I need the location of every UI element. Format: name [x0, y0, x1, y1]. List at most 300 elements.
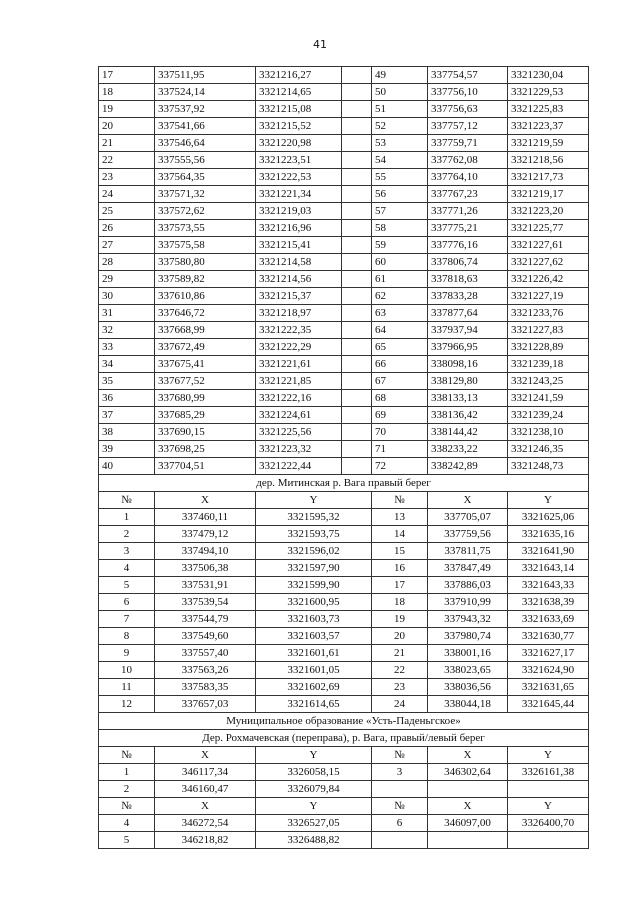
y-coordinate: 3321635,16 [508, 526, 589, 543]
x-coordinate: 337771,26 [428, 203, 508, 220]
y-coordinate: 3321227,19 [508, 288, 589, 305]
x-coordinate: 337555,56 [155, 152, 256, 169]
y-coordinate: 3321645,44 [508, 696, 589, 713]
table-row [99, 492, 589, 509]
point-number: 51 [372, 101, 428, 118]
point-number: 20 [372, 628, 428, 645]
point-number: 38 [99, 424, 155, 441]
point-number: 20 [99, 118, 155, 135]
point-number: 57 [372, 203, 428, 220]
point-number: 50 [372, 84, 428, 101]
x-coordinate [428, 832, 508, 849]
point-number: 58 [372, 220, 428, 237]
y-coordinate: 3321227,61 [508, 237, 589, 254]
y-coordinate: 3321222,53 [256, 169, 342, 186]
x-coordinate: 337685,29 [155, 407, 256, 424]
y-coordinate: 3321215,37 [256, 288, 342, 305]
table-row [99, 832, 589, 849]
y-coordinate: 3321223,51 [256, 152, 342, 169]
table-row [99, 305, 589, 322]
x-coordinate: 337583,35 [155, 679, 256, 696]
point-number: 4 [99, 560, 155, 577]
point-number: 63 [372, 305, 428, 322]
x-coordinate: 337589,82 [155, 271, 256, 288]
table-row [99, 696, 589, 713]
table-row [99, 373, 589, 390]
y-coordinate: 3321223,32 [256, 441, 342, 458]
table-row [99, 509, 589, 526]
x-coordinate: 337811,75 [428, 543, 508, 560]
point-number: 15 [372, 543, 428, 560]
x-coordinate: 337668,99 [155, 322, 256, 339]
y-coordinate: 3321219,03 [256, 203, 342, 220]
y-coordinate: 3321233,76 [508, 305, 589, 322]
y-coordinate: 3326527,05 [256, 815, 372, 832]
point-number: 24 [99, 186, 155, 203]
table-row [99, 441, 589, 458]
point-number: 4 [99, 815, 155, 832]
section-title-rokhmachevskaya: Дер. Рохмачевская (переправа), р. Вага, правый/левый берег [99, 730, 589, 747]
empty-cell [342, 186, 372, 203]
table-row [99, 424, 589, 441]
point-number: 28 [99, 254, 155, 271]
y-coordinate: 3321595,32 [256, 509, 372, 526]
y-coordinate: 3321625,06 [508, 509, 589, 526]
point-number [372, 781, 428, 798]
header-x: X [155, 747, 256, 764]
point-number: 52 [372, 118, 428, 135]
x-coordinate: 337966,95 [428, 339, 508, 356]
point-number: 71 [372, 441, 428, 458]
table-row [99, 815, 589, 832]
point-number: 17 [99, 67, 155, 84]
point-number: 11 [99, 679, 155, 696]
table-row [99, 560, 589, 577]
point-number: 6 [372, 815, 428, 832]
header-number: № [99, 492, 155, 509]
x-coordinate: 337494,10 [155, 543, 256, 560]
empty-cell [342, 458, 372, 475]
point-number: 62 [372, 288, 428, 305]
coordinates-table [98, 66, 589, 849]
y-coordinate: 3321222,44 [256, 458, 342, 475]
y-coordinate: 3321248,73 [508, 458, 589, 475]
x-coordinate: 338023,65 [428, 662, 508, 679]
point-number: 31 [99, 305, 155, 322]
header-number: № [99, 798, 155, 815]
point-number: 35 [99, 373, 155, 390]
x-coordinate [428, 781, 508, 798]
table-row [99, 679, 589, 696]
x-coordinate: 337759,71 [428, 135, 508, 152]
y-coordinate: 3321223,20 [508, 203, 589, 220]
x-coordinate: 337564,35 [155, 169, 256, 186]
point-number: 39 [99, 441, 155, 458]
x-coordinate: 337549,60 [155, 628, 256, 645]
x-coordinate: 337537,92 [155, 101, 256, 118]
point-number: 1 [99, 509, 155, 526]
table-row [99, 101, 589, 118]
x-coordinate: 337680,99 [155, 390, 256, 407]
part1-body [99, 67, 589, 475]
y-coordinate: 3321230,04 [508, 67, 589, 84]
x-coordinate: 338144,42 [428, 424, 508, 441]
x-coordinate: 337575,58 [155, 237, 256, 254]
header-x: X [428, 798, 508, 815]
table-row [99, 458, 589, 475]
point-number: 32 [99, 322, 155, 339]
point-number: 27 [99, 237, 155, 254]
y-coordinate: 3326400,70 [508, 815, 589, 832]
point-number: 18 [99, 84, 155, 101]
x-coordinate: 337610,86 [155, 288, 256, 305]
empty-cell [342, 390, 372, 407]
y-coordinate: 3321593,75 [256, 526, 372, 543]
x-coordinate: 337544,79 [155, 611, 256, 628]
point-number: 24 [372, 696, 428, 713]
point-number: 34 [99, 356, 155, 373]
point-number: 30 [99, 288, 155, 305]
empty-cell [342, 84, 372, 101]
y-coordinate: 3321238,10 [508, 424, 589, 441]
table-row [99, 577, 589, 594]
point-number: 21 [99, 135, 155, 152]
table-row [99, 271, 589, 288]
point-number: 53 [372, 135, 428, 152]
y-coordinate: 3321229,53 [508, 84, 589, 101]
table-row [99, 203, 589, 220]
y-coordinate: 3321643,33 [508, 577, 589, 594]
point-number: 22 [372, 662, 428, 679]
empty-cell [342, 220, 372, 237]
y-coordinate: 3321601,05 [256, 662, 372, 679]
point-number: 49 [372, 67, 428, 84]
y-coordinate: 3321221,34 [256, 186, 342, 203]
y-coordinate: 3321215,52 [256, 118, 342, 135]
table-row [99, 747, 589, 764]
x-coordinate: 346218,82 [155, 832, 256, 849]
empty-cell [342, 67, 372, 84]
point-number: 68 [372, 390, 428, 407]
header-number: № [372, 492, 428, 509]
x-coordinate: 337460,11 [155, 509, 256, 526]
point-number: 18 [372, 594, 428, 611]
x-coordinate: 337818,63 [428, 271, 508, 288]
y-coordinate: 3321216,96 [256, 220, 342, 237]
y-coordinate: 3321221,61 [256, 356, 342, 373]
x-coordinate: 337754,57 [428, 67, 508, 84]
y-coordinate: 3321600,95 [256, 594, 372, 611]
point-number: 66 [372, 356, 428, 373]
x-coordinate: 337675,41 [155, 356, 256, 373]
y-coordinate: 3321239,24 [508, 407, 589, 424]
rokhmachevskaya-body [99, 747, 589, 849]
empty-cell [342, 169, 372, 186]
point-number: 2 [99, 781, 155, 798]
y-coordinate: 3321219,59 [508, 135, 589, 152]
table-row [99, 356, 589, 373]
y-coordinate: 3321227,62 [508, 254, 589, 271]
table-row [99, 152, 589, 169]
y-coordinate: 3321643,14 [508, 560, 589, 577]
x-coordinate: 338036,56 [428, 679, 508, 696]
x-coordinate: 337756,63 [428, 101, 508, 118]
empty-cell [342, 135, 372, 152]
point-number: 10 [99, 662, 155, 679]
y-coordinate: 3321216,27 [256, 67, 342, 84]
header-y: Y [508, 747, 589, 764]
point-number: 59 [372, 237, 428, 254]
table-row [99, 662, 589, 679]
x-coordinate: 337580,80 [155, 254, 256, 271]
municipality-title: Муниципальное образование «Усть-Паденьгское» [99, 713, 589, 730]
y-coordinate: 3326488,82 [256, 832, 372, 849]
y-coordinate [508, 781, 589, 798]
point-number: 69 [372, 407, 428, 424]
table-row [99, 594, 589, 611]
y-coordinate: 3321220,98 [256, 135, 342, 152]
point-number: 29 [99, 271, 155, 288]
table-row [99, 322, 589, 339]
x-coordinate: 337759,56 [428, 526, 508, 543]
empty-cell [342, 356, 372, 373]
x-coordinate: 337704,51 [155, 458, 256, 475]
y-coordinate: 3321241,59 [508, 390, 589, 407]
mitinskaya-body [99, 492, 589, 713]
x-coordinate: 337563,26 [155, 662, 256, 679]
table-row [99, 645, 589, 662]
point-number: 26 [99, 220, 155, 237]
point-number: 16 [372, 560, 428, 577]
x-coordinate: 346097,00 [428, 815, 508, 832]
x-coordinate: 338136,42 [428, 407, 508, 424]
x-coordinate: 337690,15 [155, 424, 256, 441]
x-coordinate: 346117,34 [155, 764, 256, 781]
point-number: 19 [99, 101, 155, 118]
x-coordinate: 337677,52 [155, 373, 256, 390]
x-coordinate: 337833,28 [428, 288, 508, 305]
x-coordinate: 337757,12 [428, 118, 508, 135]
table-row [99, 611, 589, 628]
empty-cell [342, 203, 372, 220]
x-coordinate: 346272,54 [155, 815, 256, 832]
y-coordinate: 3321226,42 [508, 271, 589, 288]
table-row [99, 764, 589, 781]
x-coordinate: 338098,16 [428, 356, 508, 373]
point-number: 55 [372, 169, 428, 186]
y-coordinate: 3321214,56 [256, 271, 342, 288]
table-row [99, 526, 589, 543]
x-coordinate: 337557,40 [155, 645, 256, 662]
point-number: 72 [372, 458, 428, 475]
table-row [99, 390, 589, 407]
table-row [99, 543, 589, 560]
y-coordinate: 3321222,16 [256, 390, 342, 407]
empty-cell [342, 322, 372, 339]
header-y: Y [256, 492, 372, 509]
municipality-section [99, 713, 589, 747]
y-coordinate: 3321596,02 [256, 543, 372, 560]
y-coordinate: 3321603,57 [256, 628, 372, 645]
x-coordinate: 338044,18 [428, 696, 508, 713]
x-coordinate: 346160,47 [155, 781, 256, 798]
x-coordinate: 337541,66 [155, 118, 256, 135]
x-coordinate: 338233,22 [428, 441, 508, 458]
y-coordinate: 3326079,84 [256, 781, 372, 798]
header-x: X [155, 492, 256, 509]
x-coordinate: 337775,21 [428, 220, 508, 237]
empty-cell [342, 254, 372, 271]
table-row [99, 339, 589, 356]
empty-cell [342, 305, 372, 322]
y-coordinate: 3321225,56 [256, 424, 342, 441]
y-coordinate: 3321227,83 [508, 322, 589, 339]
y-coordinate: 3321597,90 [256, 560, 372, 577]
table-row [99, 407, 589, 424]
point-number [372, 832, 428, 849]
point-number: 65 [372, 339, 428, 356]
x-coordinate: 337910,99 [428, 594, 508, 611]
table-row [99, 135, 589, 152]
point-number: 19 [372, 611, 428, 628]
empty-cell [342, 339, 372, 356]
empty-cell [342, 237, 372, 254]
y-coordinate: 3321633,69 [508, 611, 589, 628]
y-coordinate: 3321239,18 [508, 356, 589, 373]
table-row [99, 237, 589, 254]
point-number: 9 [99, 645, 155, 662]
x-coordinate: 338242,89 [428, 458, 508, 475]
point-number: 5 [99, 832, 155, 849]
point-number: 1 [99, 764, 155, 781]
x-coordinate: 337573,55 [155, 220, 256, 237]
x-coordinate: 337937,94 [428, 322, 508, 339]
x-coordinate: 337572,62 [155, 203, 256, 220]
x-coordinate: 337847,49 [428, 560, 508, 577]
point-number: 33 [99, 339, 155, 356]
point-number: 21 [372, 645, 428, 662]
x-coordinate: 338129,80 [428, 373, 508, 390]
x-coordinate: 337886,03 [428, 577, 508, 594]
table-row [99, 169, 589, 186]
y-coordinate: 3321221,85 [256, 373, 342, 390]
y-coordinate: 3321630,77 [508, 628, 589, 645]
point-number: 5 [99, 577, 155, 594]
empty-cell [342, 373, 372, 390]
x-coordinate: 337524,14 [155, 84, 256, 101]
empty-cell [342, 424, 372, 441]
x-coordinate: 337479,12 [155, 526, 256, 543]
x-coordinate: 337672,49 [155, 339, 256, 356]
x-coordinate: 337943,32 [428, 611, 508, 628]
x-coordinate: 337762,08 [428, 152, 508, 169]
empty-cell [342, 271, 372, 288]
y-coordinate: 3321214,65 [256, 84, 342, 101]
point-number: 25 [99, 203, 155, 220]
y-coordinate: 3321214,58 [256, 254, 342, 271]
y-coordinate: 3321641,90 [508, 543, 589, 560]
y-coordinate: 3321603,73 [256, 611, 372, 628]
y-coordinate: 3321223,37 [508, 118, 589, 135]
y-coordinate: 3321228,89 [508, 339, 589, 356]
y-coordinate: 3321225,77 [508, 220, 589, 237]
header-y: Y [256, 747, 372, 764]
y-coordinate: 3321614,65 [256, 696, 372, 713]
header-number: № [372, 747, 428, 764]
point-number: 23 [372, 679, 428, 696]
y-coordinate: 3321599,90 [256, 577, 372, 594]
header-x: X [428, 747, 508, 764]
y-coordinate: 3321246,35 [508, 441, 589, 458]
empty-cell [342, 118, 372, 135]
table-row [99, 84, 589, 101]
point-number: 13 [372, 509, 428, 526]
y-coordinate: 3321215,41 [256, 237, 342, 254]
x-coordinate: 337877,64 [428, 305, 508, 322]
y-coordinate: 3321219,17 [508, 186, 589, 203]
empty-cell [342, 407, 372, 424]
y-coordinate: 3321222,35 [256, 322, 342, 339]
point-number: 3 [99, 543, 155, 560]
x-coordinate: 337806,74 [428, 254, 508, 271]
page-number: 41 [313, 38, 327, 51]
header-number: № [99, 747, 155, 764]
point-number: 22 [99, 152, 155, 169]
y-coordinate: 3326161,38 [508, 764, 589, 781]
y-coordinate: 3321638,39 [508, 594, 589, 611]
x-coordinate: 337506,38 [155, 560, 256, 577]
header-x: X [155, 798, 256, 815]
point-number: 6 [99, 594, 155, 611]
y-coordinate: 3321218,97 [256, 305, 342, 322]
x-coordinate: 338133,13 [428, 390, 508, 407]
empty-cell [342, 152, 372, 169]
table-row [99, 67, 589, 84]
y-coordinate: 3321631,65 [508, 679, 589, 696]
point-number: 3 [372, 764, 428, 781]
x-coordinate: 337531,91 [155, 577, 256, 594]
point-number: 12 [99, 696, 155, 713]
x-coordinate: 337657,03 [155, 696, 256, 713]
header-y: Y [256, 798, 372, 815]
y-coordinate: 3321224,61 [256, 407, 342, 424]
empty-cell [342, 441, 372, 458]
table-row [99, 186, 589, 203]
point-number: 36 [99, 390, 155, 407]
point-number: 67 [372, 373, 428, 390]
empty-cell [342, 288, 372, 305]
table-row [99, 781, 589, 798]
table-row [99, 220, 589, 237]
point-number: 54 [372, 152, 428, 169]
header-x: X [428, 492, 508, 509]
x-coordinate: 337776,16 [428, 237, 508, 254]
point-number: 61 [372, 271, 428, 288]
table-row [99, 628, 589, 645]
x-coordinate: 337767,23 [428, 186, 508, 203]
x-coordinate: 337511,95 [155, 67, 256, 84]
table-row [99, 254, 589, 271]
mitinskaya-section [99, 475, 589, 492]
y-coordinate: 3321602,69 [256, 679, 372, 696]
section-title-mitinskaya: дер. Митинская р. Вага правый берег [99, 475, 589, 492]
table-row [99, 798, 589, 815]
x-coordinate: 337764,10 [428, 169, 508, 186]
point-number: 2 [99, 526, 155, 543]
point-number: 17 [372, 577, 428, 594]
x-coordinate: 338001,16 [428, 645, 508, 662]
point-number: 60 [372, 254, 428, 271]
